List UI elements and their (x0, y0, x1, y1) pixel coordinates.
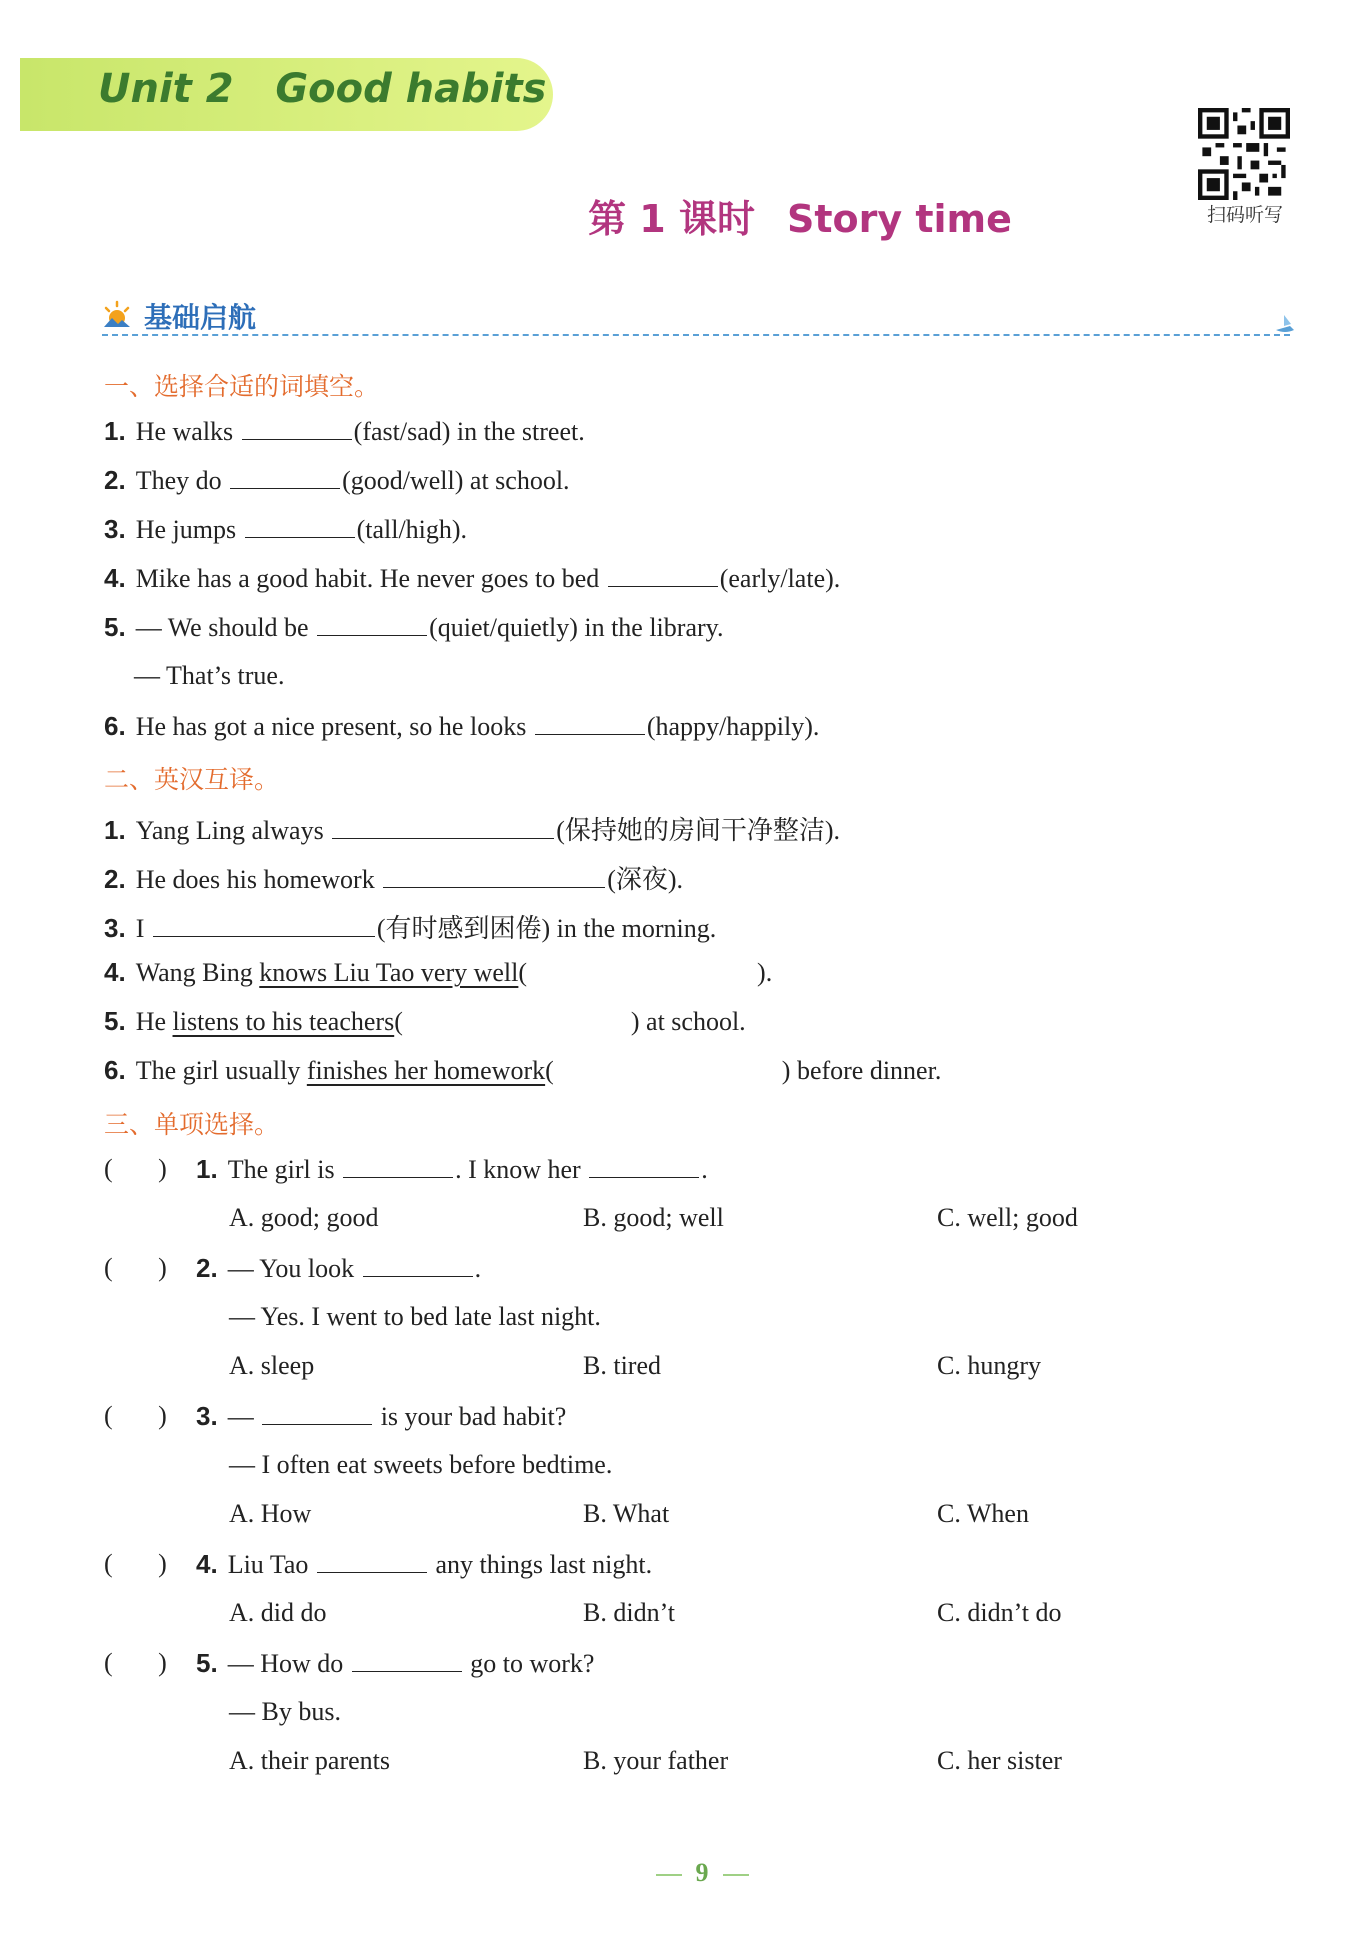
fill-item-5-reply: — That’s true. (134, 661, 285, 690)
option-a[interactable]: A. good; good (229, 1203, 379, 1232)
answer-blank[interactable] (589, 1155, 699, 1178)
qr-label: 扫码听写 (1206, 204, 1283, 226)
answer-blank[interactable] (383, 865, 605, 888)
sun-icon (102, 300, 132, 330)
option-a[interactable]: A. did do (229, 1598, 327, 1627)
answer-paren[interactable]: ( ) (104, 1549, 167, 1578)
underlined-phrase: listens to his teachers (172, 1007, 395, 1036)
part1-title: 一、选择合适的词填空。 (104, 372, 380, 401)
mc-question-2: 2. — You look . (196, 1253, 482, 1283)
mc-question-3: 3. — is your bad habit? (196, 1401, 567, 1431)
answer-blank[interactable] (317, 613, 427, 636)
answer-paren[interactable]: ( ) (104, 1154, 167, 1183)
answer-blank[interactable] (317, 1550, 427, 1573)
answer-blank[interactable] (363, 1254, 473, 1277)
fill-item-3: 3. He jumps (tall/high). (104, 514, 468, 544)
option-c[interactable]: C. hungry (937, 1351, 1041, 1380)
answer-blank[interactable] (242, 417, 352, 440)
part3-title: 三、单项选择。 (104, 1110, 280, 1139)
option-c[interactable]: C. When (937, 1499, 1029, 1528)
option-b[interactable]: B. good; well (583, 1203, 724, 1232)
option-b[interactable]: B. What (583, 1499, 670, 1528)
option-c[interactable]: C. her sister (937, 1746, 1062, 1775)
mc-question-5: 5. — How do go to work? (196, 1648, 595, 1678)
ship-icon (1274, 312, 1296, 334)
mc-question-5-reply: — By bus. (229, 1697, 341, 1726)
option-a[interactable]: A. sleep (229, 1351, 315, 1380)
section-header (102, 298, 1290, 336)
fill-item-1: 1. He walks (fast/sad) in the street. (104, 416, 585, 446)
answer-blank[interactable] (608, 564, 718, 587)
answer-blank[interactable] (245, 515, 355, 538)
qr-code-icon[interactable] (1198, 108, 1290, 200)
unit-title: Good habits (275, 66, 547, 112)
fill-item-6: 6. He has got a nice present, so he looks (happy/happily). (104, 711, 820, 741)
page-number: 9 (0, 1858, 1350, 1888)
unit-heading (98, 66, 546, 112)
option-c[interactable]: C. well; good (937, 1203, 1078, 1232)
fill-item-5: 5. — We should be (quiet/quietly) in the library. (104, 612, 724, 642)
option-b[interactable]: B. your father (583, 1746, 729, 1775)
answer-paren[interactable]: ( ) (104, 1401, 167, 1430)
answer-paren[interactable]: ( ) (104, 1648, 167, 1677)
mc-question-2-reply: — Yes. I went to bed late last night. (229, 1302, 601, 1331)
translate-item-5: 5. He listens to his teachers( ) at school. (104, 1006, 746, 1036)
translate-item-2: 2. He does his homework (深夜). (104, 864, 684, 894)
answer-paren[interactable]: ( ) (104, 1253, 167, 1282)
translate-item-1: 1. Yang Ling always (保持她的房间干净整洁). (104, 815, 841, 845)
option-a[interactable]: A. their parents (229, 1746, 391, 1775)
translate-item-3: 3. I (有时感到困倦) in the morning. (104, 913, 717, 943)
translate-item-4: 4. Wang Bing knows Liu Tao very well( ). (104, 957, 773, 987)
answer-blank[interactable] (332, 816, 554, 839)
underlined-phrase: finishes her homework (306, 1056, 546, 1085)
fill-item-4: 4. Mike has a good habit. He never goes to bed (early/late). (104, 563, 841, 593)
option-a[interactable]: A. How (229, 1499, 312, 1528)
answer-blank[interactable] (535, 712, 645, 735)
lesson-name: Story time (786, 197, 1012, 241)
translate-item-6: 6. The girl usually finishes her homework( ) before dinner. (104, 1055, 942, 1085)
mc-question-4: 4. Liu Tao any things last night. (196, 1549, 653, 1579)
option-b[interactable]: B. didn’t (583, 1598, 675, 1627)
lesson-number: 第 1 课时 (588, 197, 755, 241)
answer-blank[interactable] (343, 1155, 453, 1178)
mc-question-3-reply: — I often eat sweets before bedtime. (229, 1450, 613, 1479)
lesson-title (0, 188, 1350, 243)
underlined-phrase: knows Liu Tao very well (259, 958, 519, 987)
fill-item-2: 2. They do (good/well) at school. (104, 465, 570, 495)
answer-blank[interactable] (352, 1649, 462, 1672)
divider (723, 1874, 749, 1876)
mc-question-1: 1. The girl is . I know her . (196, 1154, 708, 1184)
unit-banner (20, 58, 553, 131)
option-c[interactable]: C. didn’t do (937, 1598, 1062, 1627)
divider (656, 1874, 682, 1876)
unit-number: Unit 2 (98, 66, 234, 112)
part2-title: 二、英汉互译。 (104, 765, 280, 794)
answer-blank[interactable] (153, 914, 375, 937)
option-b[interactable]: B. tired (583, 1351, 661, 1380)
section-title: 基础启航 (144, 301, 257, 334)
answer-blank[interactable] (230, 466, 340, 489)
answer-blank[interactable] (262, 1402, 372, 1425)
